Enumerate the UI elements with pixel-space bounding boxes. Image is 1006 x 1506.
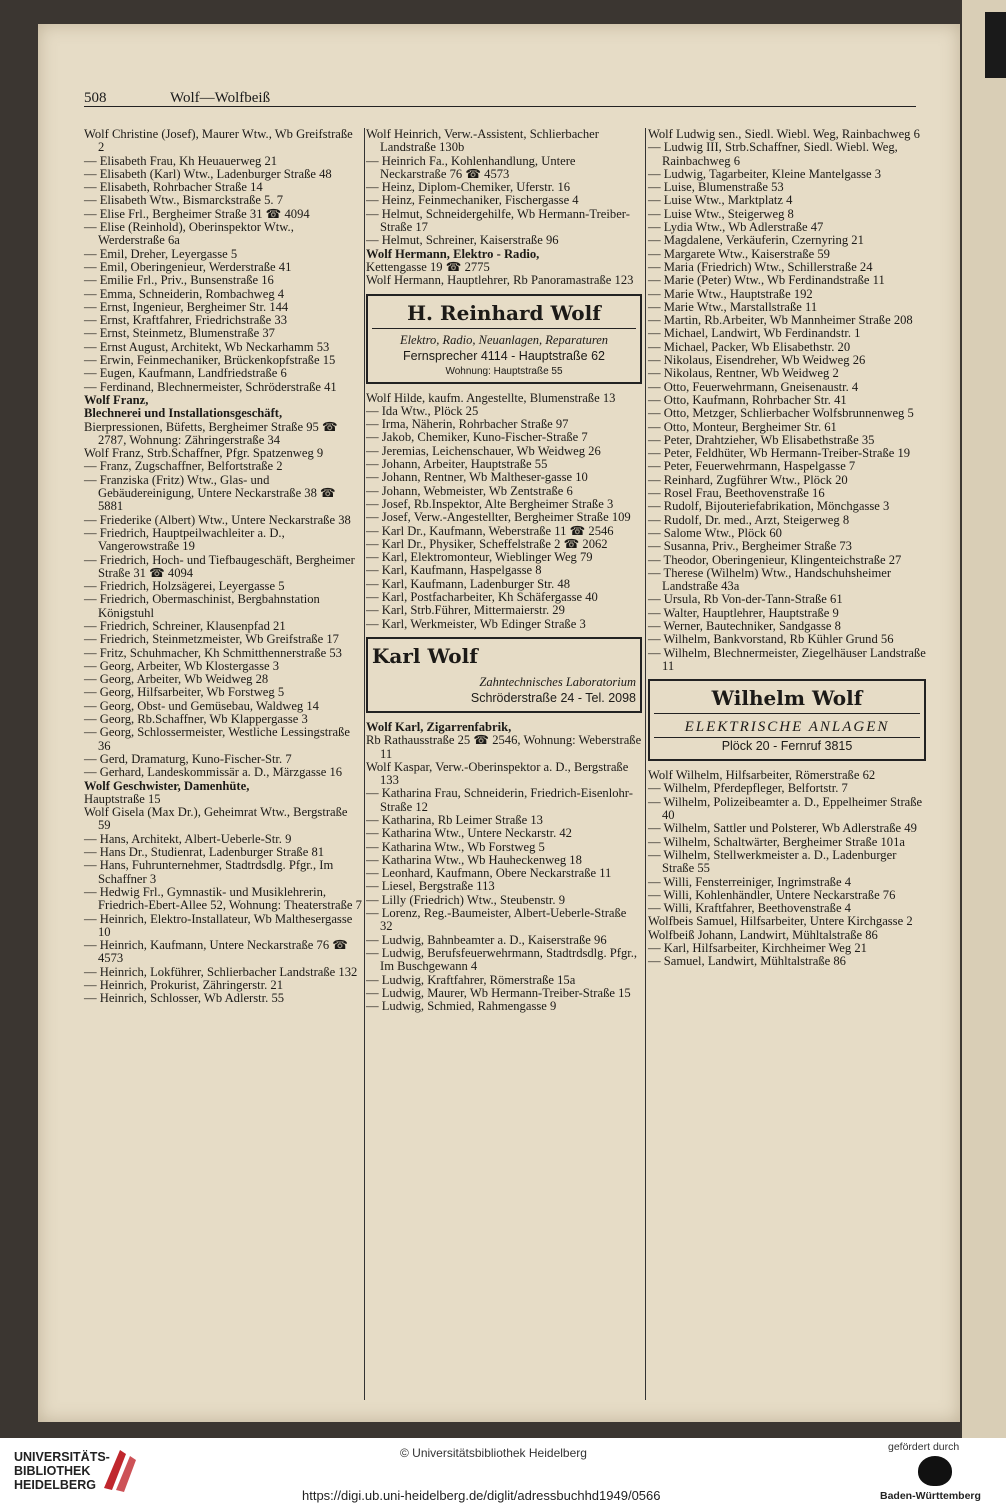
advertisement-reinhard bbox=[366, 294, 642, 384]
directory-entry: — Elisabeth Wtw., Bismarckstraße 5. 7 bbox=[84, 193, 284, 208]
adjacent-page-edge bbox=[962, 0, 1006, 1438]
directory-entry: — Wilhelm, Stellwerkmeister a. D., Ladenburger Straße 55 bbox=[648, 847, 897, 876]
directory-entry: — Friedrich, Schreiner, Klausenpfad 21 bbox=[84, 618, 286, 633]
directory-entry: — Leonhard, Kaufmann, Obere Neckarstraße 11 bbox=[366, 866, 612, 881]
directory-entry: — Susanna, Priv., Bergheimer Straße 73 bbox=[648, 539, 852, 554]
directory-entry: — Elise Frl., Bergheimer Straße 31 ☎ 4094 bbox=[84, 206, 310, 221]
directory-entry: — Katharina Wtw., Untere Neckarstr. 42 bbox=[366, 826, 572, 841]
directory-entry: — Helmut, Schneidergehilfe, Wb Hermann-Treiber-Straße 17 bbox=[366, 206, 630, 235]
directory-entry: Wolf Geschwister, Damenhüte, bbox=[84, 778, 250, 793]
directory-entry: — Ernst, Kraftfahrer, Friedrichstraße 33 bbox=[84, 313, 288, 328]
logo-line-2: BIBLIOTHEK bbox=[14, 1464, 91, 1478]
ad-line-1: Zahntechnisches Laboratorium bbox=[479, 674, 636, 689]
advertisement-wilhelm bbox=[648, 679, 926, 761]
directory-entry: — Ludwig III, Strb.Schaffner, Siedl. Wiebl. Weg, Rainbachweg 6 bbox=[648, 140, 898, 168]
directory-entry: — Samuel, Landwirt, Mühltalstraße 86 bbox=[648, 954, 846, 969]
directory-entry: — Lorenz, Reg.-Baumeister, Albert-Ueberle-Straße 32 bbox=[366, 906, 627, 934]
directory-entry: — Josef, Rb.Inspektor, Alte Bergheimer Straße 3 bbox=[366, 496, 614, 511]
directory-entry: — Karl, Strb.Führer, Mittermaierstr. 29 bbox=[366, 603, 565, 618]
directory-entry: — Reinhard, Zugführer Wtw., Plöck 20 bbox=[648, 472, 848, 487]
directory-entry: — Emilie Frl., Priv., Bunsenstraße 16 bbox=[84, 273, 274, 288]
directory-entry: — Ernst, Steinmetz, Blumenstraße 37 bbox=[84, 326, 275, 341]
directory-entry: — Elisabeth Frau, Kh Heuauerweg 21 bbox=[84, 153, 278, 168]
directory-entry: Wolf Franz, bbox=[84, 392, 149, 407]
directory-entry: — Johann, Arbeiter, Hauptstraße 55 bbox=[366, 457, 548, 472]
directory-entry: — Gerhard, Landeskommissär a. D., Märzgasse 16 bbox=[84, 765, 343, 780]
directory-entry: — Karl Dr., Kaufmann, Weberstraße 11 ☎ 2546 bbox=[366, 523, 614, 538]
directory-entry: — Georg, Rb.Schaffner, Wb Klappergasse 3 bbox=[84, 712, 308, 727]
directory-entry: — Rosel Frau, Beethovenstraße 16 bbox=[648, 486, 825, 501]
directory-entry: — Wilhelm, Pferdepfleger, Belfortstr. 7 bbox=[648, 781, 848, 796]
column-2 bbox=[366, 128, 642, 1013]
directory-entry: — Wilhelm, Polizeibeamter a. D., Eppelheimer Straße 40 bbox=[648, 794, 923, 823]
logo-line-1: UNIVERSITÄTS- bbox=[14, 1450, 110, 1464]
directory-entry: Wolf Hermann, Hauptlehrer, Rb Panoramastraße 123 bbox=[366, 273, 634, 288]
directory-entry: — Franziska (Fritz) Wtw., Glas- und Gebäudereinigung, Untere Neckarstraße 38 ☎ 5881 bbox=[84, 472, 336, 514]
directory-entry: — Johann, Rentner, Wb Maltheser-gasse 10 bbox=[366, 470, 588, 485]
directory-entry: Wolfbeiß Johann, Landwirt, Mühltalstraße 86 bbox=[648, 927, 878, 942]
directory-entry: — Peter, Feuerwehrmann, Haspelgasse 7 bbox=[648, 459, 856, 474]
directory-entry: — Ludwig, Kraftfahrer, Römerstraße 15a bbox=[366, 972, 576, 987]
directory-entry: — Karl, Postfacharbeiter, Kh Schäfergasse 40 bbox=[366, 590, 598, 605]
directory-entry: — Hans, Architekt, Albert-Ueberle-Str. 9 bbox=[84, 831, 292, 846]
directory-entry: — Heinz, Feinmechaniker, Fischergasse 4 bbox=[366, 193, 579, 208]
directory-entry: — Salome Wtw., Plöck 60 bbox=[648, 525, 782, 540]
directory-entry: — Peter, Feldhüter, Wb Hermann-Treiber-Straße 19 bbox=[648, 446, 911, 461]
directory-entry: — Hans, Fuhrunternehmer, Stadtrdsdlg. Pfgr., Im Schaffner 3 bbox=[84, 858, 334, 886]
directory-entry: — Elisabeth (Karl) Wtw., Ladenburger Straße 48 bbox=[84, 166, 332, 181]
directory-entry: Blechnerei und Installationsgeschäft, bbox=[84, 406, 283, 421]
directory-entry: — Jeremias, Leichenschauer, Wb Weidweg 26 bbox=[366, 443, 601, 458]
directory-entry: — Friederike (Albert) Wtw., Untere Neckarstraße 38 bbox=[84, 512, 351, 527]
directory-entry: — Ida Wtw., Plöck 25 bbox=[366, 403, 479, 418]
ad-line-3: Wohnung: Hauptstraße 55 bbox=[445, 365, 563, 377]
page-header bbox=[84, 90, 914, 110]
directory-entry: — Elisabeth, Rohrbacher Straße 14 bbox=[84, 180, 263, 195]
directory-entry: Wolf Franz, Strb.Schaffner, Pfgr. Spatzenweg 9 bbox=[84, 446, 324, 461]
directory-entry: — Friedrich, Steinmetzmeister, Wb Greifstraße 17 bbox=[84, 632, 339, 647]
directory-entry: — Liesel, Bergstraße 113 bbox=[366, 879, 495, 894]
directory-entry: — Maria (Friedrich) Wtw., Schillerstraße 24 bbox=[648, 259, 873, 274]
directory-entry: — Karl Dr., Physiker, Scheffelstraße 2 ☎ 2062 bbox=[366, 536, 608, 551]
directory-entry: — Franz, Zugschaffner, Belfortstraße 2 bbox=[84, 459, 283, 474]
viewer-footer bbox=[0, 1438, 1006, 1506]
directory-entry: — Friedrich, Hoch- und Tiefbaugeschäft, Bergheimer Straße 31 ☎ 4094 bbox=[84, 552, 355, 580]
directory-entry: — Fritz, Schuhmacher, Kh Schmitthennerstraße 53 bbox=[84, 645, 342, 660]
directory-entry: — Marie Wtw., Marstallstraße 11 bbox=[648, 299, 818, 314]
directory-entry: — Emil, Oberingenieur, Werderstraße 41 bbox=[84, 259, 292, 274]
directory-entry: — Heinrich, Prokurist, Zähringerstr. 21 bbox=[84, 978, 284, 992]
directory-entry: — Michael, Landwirt, Wb Ferdinandstr. 1 bbox=[648, 326, 861, 341]
directory-entry: — Karl, Werkmeister, Wb Edinger Straße 3 bbox=[366, 616, 586, 631]
directory-entry: — Nikolaus, Rentner, Wb Weidweg 2 bbox=[648, 366, 839, 381]
page-tab-marker bbox=[985, 12, 1006, 78]
directory-entry: Wolf Karl, Zigarrenfabrik, bbox=[366, 719, 512, 734]
column-3 bbox=[648, 128, 926, 969]
directory-entry: Wolf Kaspar, Verw.-Oberinspektor a. D., Bergstraße 133 bbox=[366, 759, 629, 788]
directory-entry: — Heinrich, Elektro-Installateur, Wb Malthesergasse 10 bbox=[84, 911, 353, 939]
logo-line-3: HEIDELBERG bbox=[14, 1478, 96, 1492]
directory-entry: — Erwin, Feinmechaniker, Brückenkopfstraße 15 bbox=[84, 353, 336, 368]
directory-entry: — Wilhelm, Bankvorstand, Rb Kühler Grund 56 bbox=[648, 632, 894, 647]
directory-entry: — Georg, Hilfsarbeiter, Wb Forstweg 5 bbox=[84, 685, 285, 700]
directory-entry: — Rudolf, Bijouteriefabrikation, Mönchgasse 3 bbox=[648, 499, 890, 514]
directory-entry: — Karl, Hilfsarbeiter, Kirchheimer Weg 21 bbox=[648, 941, 867, 956]
directory-entry: Bierpressionen, Büfetts, Bergheimer Straße 95 ☎ 2787, Wohnung: Zähringerstraße 34 bbox=[84, 419, 338, 447]
directory-entry: — Otto, Monteur, Bergheimer Str. 61 bbox=[648, 419, 837, 434]
directory-entry: — Gerd, Dramaturg, Kuno-Fischer-Str. 7 bbox=[84, 751, 292, 766]
directory-entry: — Emil, Dreher, Leyergasse 5 bbox=[84, 246, 238, 261]
directory-entry: — Therese (Wilhelm) Wtw., Handschuhsheimer Landstraße 43a bbox=[648, 565, 892, 594]
ad-line-1: ELEKTRISCHE ANLAGEN bbox=[654, 717, 920, 738]
directory-entry: — Karl, Kaufmann, Ladenburger Str. 48 bbox=[366, 576, 571, 591]
directory-entry: — Katharina Frau, Schneiderin, Friedrich-Eisenlohr-Straße 12 bbox=[366, 786, 633, 814]
directory-entry: — Ferdinand, Blechnermeister, Schröderstraße 41 bbox=[84, 379, 337, 394]
directory-entry: Wolf Hermann, Elektro - Radio, bbox=[366, 246, 540, 261]
directory-entry: — Luise Wtw., Marktplatz 4 bbox=[648, 193, 793, 208]
directory-entry: — Josef, Verw.-Angestellter, Bergheimer Straße 109 bbox=[366, 510, 631, 525]
directory-entry: Wolf Hilde, kaufm. Angestellte, Blumenstraße 13 bbox=[366, 390, 616, 405]
directory-entry: — Rudolf, Dr. med., Arzt, Steigerweg 8 bbox=[648, 512, 850, 527]
directory-entry: — Ludwig, Tagarbeiter, Kleine Mantelgasse 3 bbox=[648, 166, 882, 181]
column-1 bbox=[84, 128, 362, 1006]
directory-entry: — Walter, Hauptlehrer, Hauptstraße 9 bbox=[648, 605, 839, 620]
ad-line-2: Fernsprecher 4114 - Hauptstraße 62 bbox=[403, 348, 605, 363]
advertisement-karl bbox=[366, 637, 642, 713]
ad-line-2: Schröderstraße 24 - Tel. 2098 bbox=[470, 690, 636, 705]
directory-entry: — Karl, Elektromonteur, Wieblinger Weg 79 bbox=[366, 550, 593, 565]
directory-entry: — Willi, Kohlenhändler, Untere Neckarstraße 76 bbox=[648, 887, 896, 902]
directory-entry: Wolf Wilhelm, Hilfsarbeiter, Römerstraße 62 bbox=[648, 768, 876, 783]
directory-entry: — Johann, Webmeister, Wb Zentstraße 6 bbox=[366, 483, 573, 498]
directory-entry: — Elise (Reinhold), Oberinspektor Wtw., Werderstraße 6a bbox=[84, 220, 294, 248]
copyright-notice: © Universitätsbibliothek Heidelberg bbox=[400, 1446, 587, 1460]
directory-entry: — Katharina, Rb Leimer Straße 13 bbox=[366, 812, 543, 827]
directory-entry: — Ludwig, Schmied, Rahmengasse 9 bbox=[366, 999, 557, 1014]
ad-line-2: Plöck 20 - Fernruf 3815 bbox=[721, 739, 853, 754]
directory-entry: — Marie Wtw., Hauptstraße 192 bbox=[648, 286, 813, 301]
directory-entry: — Ludwig, Berufsfeuerwehrmann, Stadtrdsdlg. Pfgr., Im Buschgewann 4 bbox=[366, 945, 638, 974]
directory-entry: — Hans Dr., Studienrat, Ladenburger Straße 81 bbox=[84, 845, 325, 860]
ad-business-name: Wilhelm Wolf bbox=[654, 685, 920, 714]
directory-entry: Hauptstraße 15 bbox=[84, 791, 161, 806]
directory-entry: — Luise Wtw., Steigerweg 8 bbox=[648, 206, 794, 221]
directory-entry: — Otto, Feuerwehrmann, Gneisenaustr. 4 bbox=[648, 379, 859, 394]
directory-entry: — Peter, Drahtzieher, Wb Elisabethstraße 35 bbox=[648, 432, 875, 447]
directory-entry: — Friedrich, Obermaschinist, Bergbahnstation Königstuhl bbox=[84, 592, 320, 620]
bw-crest-icon bbox=[918, 1456, 952, 1486]
directory-entry: — Margarete Wtw., Kaiserstraße 59 bbox=[648, 246, 830, 261]
directory-entry: — Georg, Schlossermeister, Westliche Lessingstraße 36 bbox=[84, 725, 350, 753]
directory-entry: — Ernst August, Architekt, Wb Neckarhamm 53 bbox=[84, 339, 330, 354]
directory-entry: — Emma, Schneiderin, Rombachweg 4 bbox=[84, 286, 285, 301]
directory-entry: — Heinrich, Lokführer, Schlierbacher Landstraße 132 bbox=[84, 964, 358, 979]
ad-line-1: Elektro, Radio, Neuanlagen, Reparaturen bbox=[399, 332, 609, 347]
directory-entry: — Lilly (Friedrich) Wtw., Steubenstr. 9 bbox=[366, 892, 566, 907]
directory-entry: Rb Rathausstraße 25 ☎ 2546, Wohnung: Weberstraße 11 bbox=[366, 733, 642, 761]
directory-entry: — Katharina Wtw., Wb Forstweg 5 bbox=[366, 839, 545, 854]
directory-entry: Wolf Christine (Josef), Maurer Wtw., Wb Greifstraße 2 bbox=[84, 127, 353, 155]
directory-entry: — Georg, Arbeiter, Wb Weidweg 28 bbox=[84, 672, 269, 687]
directory-entry: — Eugen, Kaufmann, Landfriedstraße 6 bbox=[84, 366, 287, 381]
directory-entry: — Heinz, Diplom-Chemiker, Uferstr. 16 bbox=[366, 180, 571, 195]
directory-entry: — Ludwig, Bahnbeamter a. D., Kaiserstraße 96 bbox=[366, 932, 607, 947]
permalink[interactable]: https://digi.ub.uni-heidelberg.de/diglit/adressbuchhd1949/0566 bbox=[302, 1488, 661, 1503]
directory-entry: — Wilhelm, Blechnermeister, Ziegelhäuser Landstraße 11 bbox=[648, 645, 926, 673]
directory-entry: — Heinrich, Kaufmann, Untere Neckarstraße 76 ☎ 4573 bbox=[84, 938, 348, 966]
funded-by-label: gefördert durch bbox=[888, 1441, 960, 1453]
directory-entry: — Irma, Näherin, Rohrbacher Straße 97 bbox=[366, 417, 569, 432]
directory-entry: Wolfbeis Samuel, Hilfsarbeiter, Untere Kirchgasse 2 bbox=[648, 914, 913, 929]
directory-entry: Wolf Ludwig sen., Siedl. Wiebl. Weg, Rainbachweg 6 bbox=[648, 127, 920, 141]
running-head: Wolf—Wolfbeiß bbox=[170, 90, 271, 106]
directory-entry: — Friedrich, Holzsägerei, Leyergasse 5 bbox=[84, 579, 285, 594]
directory-entry: — Lydia Wtw., Wb Adlerstraße 47 bbox=[648, 220, 824, 235]
directory-entry: — Georg, Obst- und Gemüsebau, Waldweg 14 bbox=[84, 698, 319, 713]
directory-entry: — Otto, Kaufmann, Rohrbacher Str. 41 bbox=[648, 392, 847, 407]
ad-business-name: Karl Wolf bbox=[372, 643, 478, 668]
directory-entry: — Wilhelm, Schaltwärter, Bergheimer Straße 101a bbox=[648, 834, 905, 849]
directory-entry: — Nikolaus, Eisendreher, Wb Weidweg 26 bbox=[648, 353, 866, 368]
directory-entry: — Ernst, Ingenieur, Bergheimer Str. 144 bbox=[84, 299, 289, 314]
directory-entry: — Willi, Kraftfahrer, Beethovenstraße 4 bbox=[648, 901, 851, 916]
directory-entry: — Wilhelm, Sattler und Polsterer, Wb Adlerstraße 49 bbox=[648, 821, 917, 836]
column-divider bbox=[364, 128, 365, 1400]
directory-entry: — Ludwig, Maurer, Wb Hermann-Treiber-Straße 15 bbox=[366, 985, 631, 1000]
directory-entry: — Katharina Wtw., Wb Hauheckenweg 18 bbox=[366, 852, 582, 867]
directory-entry: Wolf Gisela (Max Dr.), Geheimrat Wtw., Bergstraße 59 bbox=[84, 805, 348, 833]
sponsor-name: Baden-Württemberg bbox=[880, 1490, 981, 1502]
directory-entry: — Werner, Bautechniker, Sandgasse 8 bbox=[648, 618, 841, 633]
directory-entry: — Martin, Rb.Arbeiter, Wb Mannheimer Straße 208 bbox=[648, 313, 913, 328]
ad-business-name: H. Reinhard Wolf bbox=[372, 300, 636, 329]
page-number: 508 bbox=[84, 90, 107, 106]
header-rule bbox=[84, 106, 916, 107]
directory-entry: — Luise, Blumenstraße 53 bbox=[648, 180, 784, 195]
directory-entry: — Helmut, Schreiner, Kaiserstraße 96 bbox=[366, 233, 559, 248]
directory-entry: Wolf Heinrich, Verw.-Assistent, Schlierbacher Landstraße 130b bbox=[366, 127, 599, 155]
directory-entry: — Georg, Arbeiter, Wb Klostergasse 3 bbox=[84, 658, 280, 673]
directory-entry: Kettengasse 19 ☎ 2775 bbox=[366, 259, 490, 274]
directory-entry: — Ursula, Rb Von-der-Tann-Straße 61 bbox=[648, 592, 843, 607]
directory-entry: — Heinrich, Schlosser, Wb Adlerstr. 55 bbox=[84, 991, 285, 1006]
ub-emblem-icon bbox=[100, 1444, 140, 1494]
directory-entry: — Magdalene, Verkäuferin, Czernyring 21 bbox=[648, 233, 864, 248]
directory-entry: — Hedwig Frl., Gymnastik- und Musiklehrerin, Friedrich-Ebert-Allee 52, Wohnung: Theaterstraße 7 bbox=[84, 884, 362, 913]
directory-entry: — Michael, Packer, Wb Elisabethstr. 20 bbox=[648, 339, 851, 354]
directory-entry: — Heinrich Fa., Kohlenhandlung, Untere Neckarstraße 76 ☎ 4573 bbox=[366, 153, 576, 181]
directory-entry: — Friedrich, Hauptpeilwachleiter a. D., Vangerowstraße 19 bbox=[84, 525, 285, 554]
directory-entry: — Theodor, Oberingenieur, Klingenteichstraße 27 bbox=[648, 552, 902, 567]
directory-entry: — Jakob, Chemiker, Kuno-Fischer-Straße 7 bbox=[366, 430, 588, 445]
column-divider bbox=[645, 128, 646, 1400]
directory-entry: — Willi, Fensterreiniger, Ingrimstraße 4 bbox=[648, 874, 852, 889]
directory-entry: — Marie (Peter) Wtw., Wb Ferdinandstraße 11 bbox=[648, 273, 885, 288]
directory-entry: — Karl, Kaufmann, Haspelgasse 8 bbox=[366, 563, 542, 578]
directory-entry: — Otto, Metzger, Schlierbacher Wolfsbrunnenweg 5 bbox=[648, 406, 914, 421]
